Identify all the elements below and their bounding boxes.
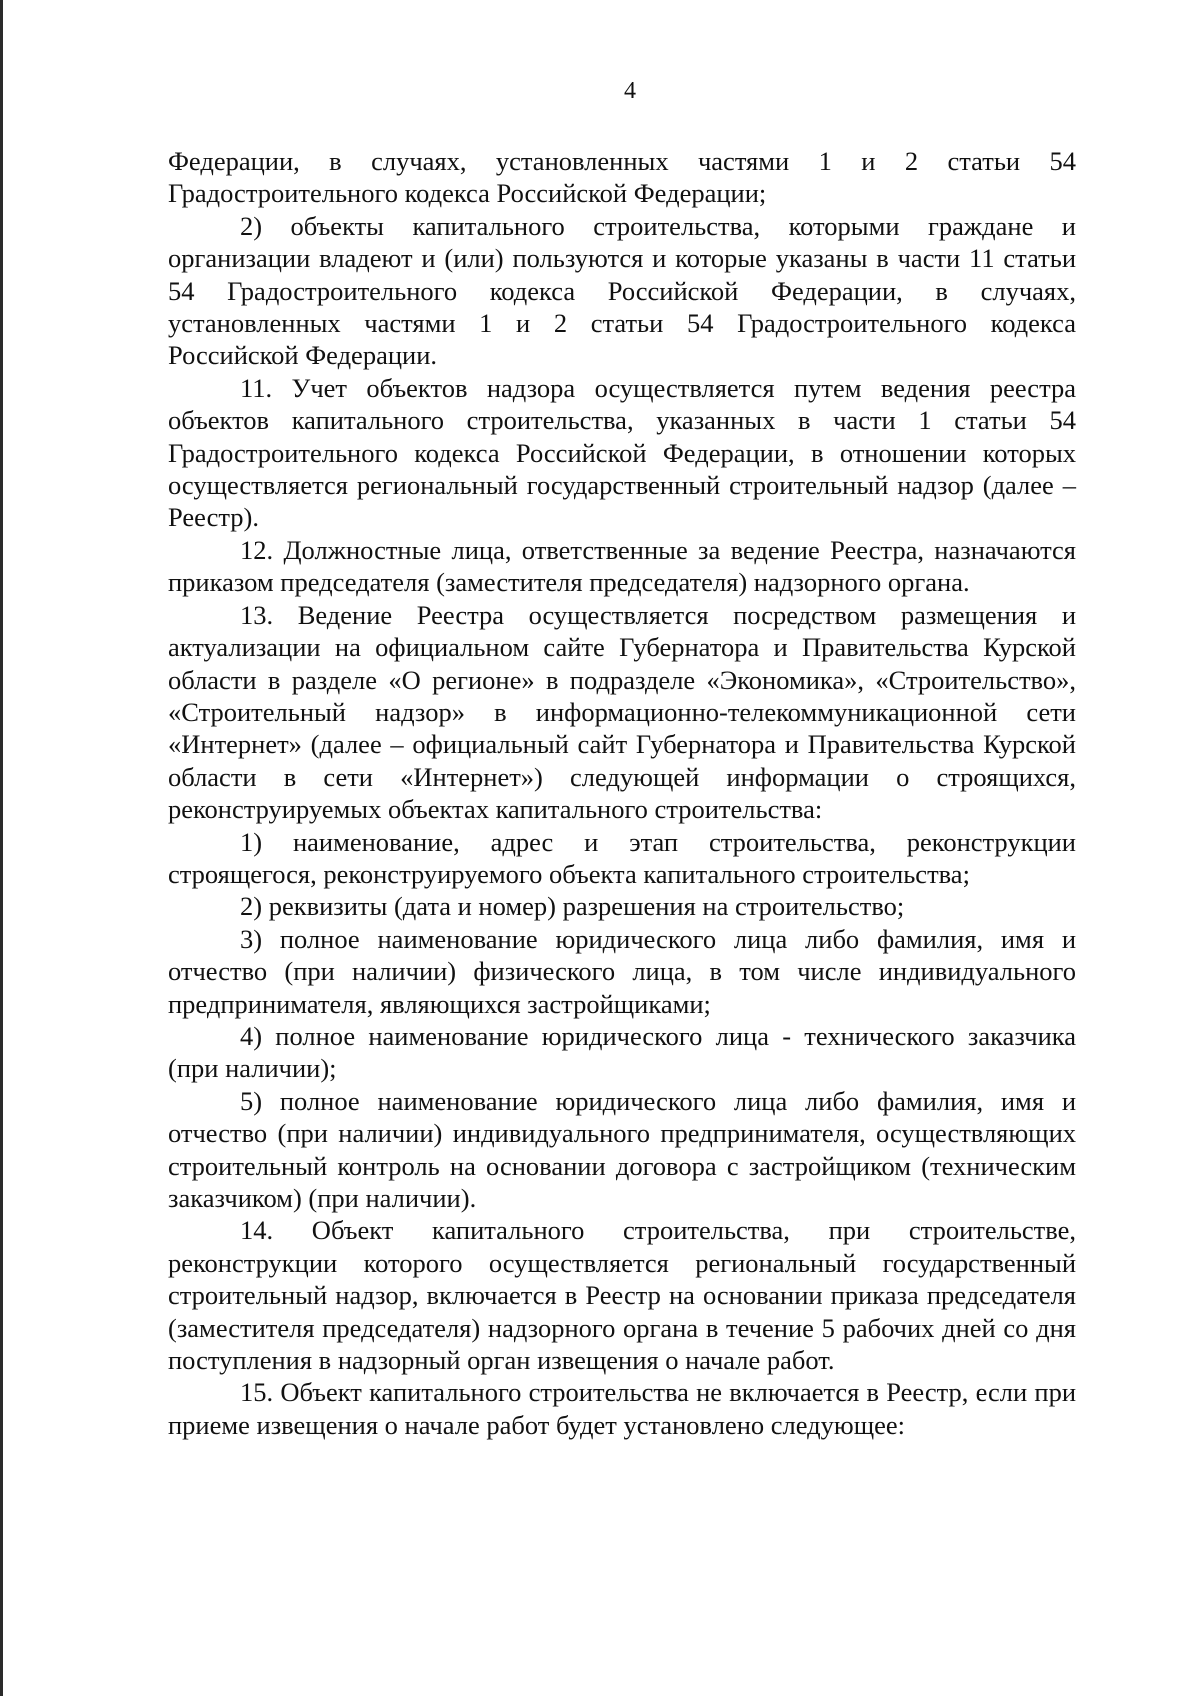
page-number: 4: [624, 78, 636, 104]
list-item: 1) наименование, адрес и этап строительства, реконструкции строящегося, реконструируемого объекта капитального строительства;: [168, 826, 1076, 889]
paragraph: 13. Ведение Реестра осуществляется посредством размещения и актуализации на официальном сайте Губернатора и Правительства Курской области в разделе «О регионе» в подразделе «Экономика», «Строительство», «Строительный надзор» в информационно-телекоммуникационной сети «Интернет» (далее – официальный сайт Губернатора и Правительства Курской области в сети «Интернет») следующей информации о строящихся, реконструируемых объектах капитального строительства:: [168, 599, 1076, 825]
list-item: 3) полное наименование юридического лица либо фамилия, имя и отчество (при наличии) физического лица, в том числе индивидуального предпринимателя, являющихся застройщиками;: [168, 923, 1076, 1019]
paragraph: 12. Должностные лица, ответственные за ведение Реестра, назначаются приказом председателя (заместителя председателя) надзорного органа.: [168, 534, 1076, 598]
paragraph: 14. Объект капитального строительства, при строительстве, реконструкции которого осуществляется региональный государственный строительный надзор, включается в Реестр на основании приказа председателя (заместителя председателя) надзорного органа в течение 5 рабочих дней со дня поступления в надзорный орган извещения о начале работ.: [168, 1215, 1076, 1376]
paragraph: 15. Объект капитального строительства не включается в Реестр, если при приеме извещения о начале работ будет установлено следующее:: [168, 1377, 1076, 1440]
paragraph: Федерации, в случаях, установленных частями 1 и 2 статьи 54 Градостроительного кодекса Российской Федерации;: [168, 146, 1076, 209]
list-item: 2) реквизиты (дата и номер) разрешения на строительство;: [240, 891, 905, 922]
paragraph: 2) объекты капитального строительства, которыми граждане и организации владеют и (или) пользуются и которые указаны в части 11 статьи 54 Градостроительного кодекса Российской Федерации, в случаях, установленных частями 1 и 2 статьи 54 Градостроительного кодекса Российской Федерации.: [168, 210, 1076, 371]
list-item: 4) полное наименование юридического лица - технического заказчика (при наличии);: [168, 1020, 1076, 1084]
list-item: 5) полное наименование юридического лица либо фамилия, имя и отчество (при наличии) индивидуального предпринимателя, осуществляющих строительный контроль на основании договора с застройщиком (техническим заказчиком) (при наличии).: [168, 1085, 1076, 1213]
scan-edge: [0, 0, 3, 1696]
paragraph: 11. Учет объектов надзора осуществляется путем ведения реестра объектов капитального строительства, указанных в части 1 статьи 54 Градостроительного кодекса Российской Федерации, в отношении которых осуществляется региональный государственный строительный надзор (далее – Реестр).: [168, 372, 1076, 533]
document-body: [168, 145, 1076, 1441]
